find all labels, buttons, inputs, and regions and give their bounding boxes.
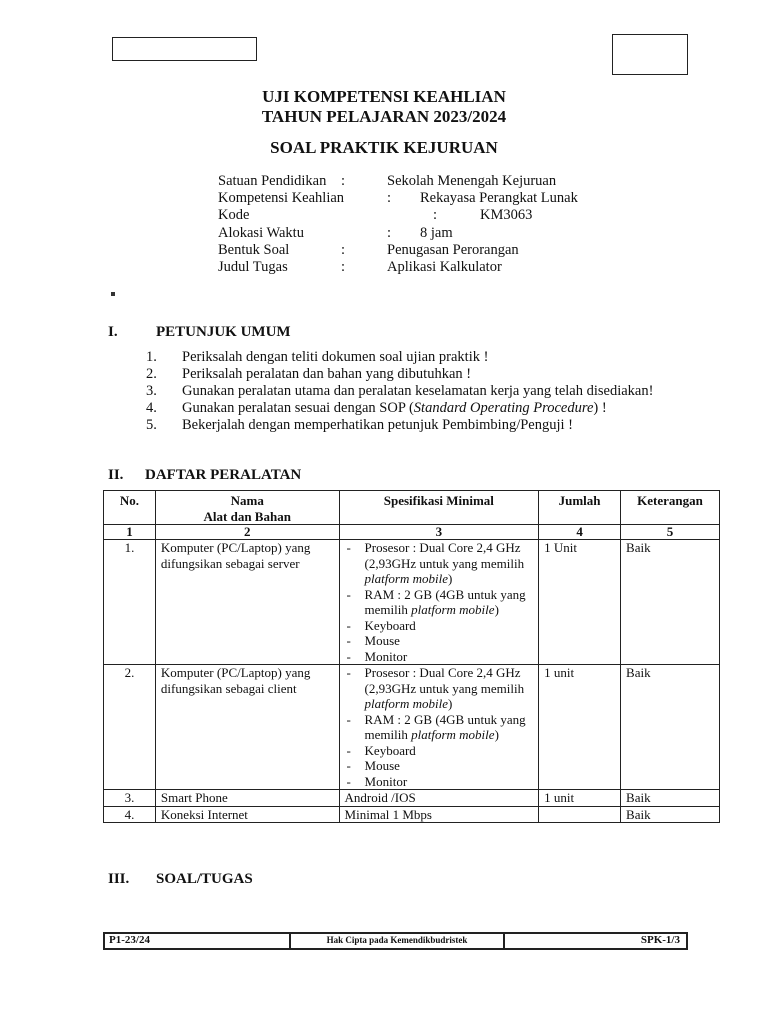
meta-value: 8 jam xyxy=(420,224,453,241)
cell-no: 4. xyxy=(104,806,156,823)
spec-item: - Mouse xyxy=(346,633,400,648)
list-item xyxy=(146,349,675,366)
list-number: 1. xyxy=(146,349,157,365)
meta-value: Rekayasa Perangkat Lunak xyxy=(420,190,578,207)
cell-no: 2. xyxy=(104,665,156,790)
header-blank-box-right xyxy=(612,34,688,75)
cell-spec xyxy=(339,665,539,790)
spec-item: - Prosesor : Dual Core 2,4 GHz (2,93GHz untuk yang memilih platform mobile) xyxy=(346,540,525,586)
page-footer xyxy=(103,932,688,950)
footer-doc-code: P1-23/24 xyxy=(109,934,150,946)
title-line-2: TAHUN PELAJARAN 2023/2024 xyxy=(261,107,507,126)
document-title xyxy=(0,87,768,127)
spec-item: - Monitor xyxy=(346,648,408,664)
meta-label: Kompetensi Keahlian xyxy=(218,190,345,207)
cell-spec xyxy=(339,540,539,665)
header-blank-box-left xyxy=(112,37,257,61)
index-cell: 1 xyxy=(104,525,156,540)
meta-colon: : xyxy=(341,173,346,189)
list-number: 3. xyxy=(146,383,157,399)
instruction-list xyxy=(146,349,675,434)
column-header-spec: Spesifikasi Minimal xyxy=(339,491,539,525)
section-title: SOAL/TUGAS xyxy=(156,871,253,887)
table-row xyxy=(104,790,720,807)
cell-name: Smart Phone xyxy=(155,790,339,807)
cell-spec: Minimal 1 Mbps xyxy=(339,806,539,823)
section-title: DAFTAR PERALATAN xyxy=(145,467,302,483)
spec-list xyxy=(345,665,534,789)
spec-item: - Prosesor : Dual Core 2,4 GHz (2,93GHz untuk yang memilih platform mobile) xyxy=(346,665,525,711)
meta-label: Alokasi Waktu xyxy=(218,224,304,241)
cell-notes: Baik xyxy=(621,665,720,790)
list-item xyxy=(146,383,675,400)
meta-colon: : xyxy=(341,241,346,258)
title-line-1: UJI KOMPETENSI KEAHLIAN xyxy=(262,87,506,106)
list-item xyxy=(146,417,675,434)
list-text: Bekerjalah dengan memperhatikan petunjuk Pembimbing/Penguji ! xyxy=(182,417,574,433)
meta-label: Bentuk Soal xyxy=(218,241,290,258)
meta-value: Aplikasi Kalkulator xyxy=(387,258,502,275)
document-subtitle: SOAL PRAKTIK KEJURUAN xyxy=(270,138,498,157)
list-text: Gunakan peralatan utama dan peralatan keselamatan kerja yang telah disediakan! xyxy=(182,383,654,399)
list-number: 5. xyxy=(146,417,157,433)
footer-page-number: SPK-1/3 xyxy=(640,934,680,946)
header-name-line-1: Nama xyxy=(230,493,264,508)
cell-notes: Baik xyxy=(621,790,720,807)
spec-item: - Keyboard xyxy=(346,742,416,758)
index-cell: 4 xyxy=(539,525,621,540)
list-text: Periksalah dengan teliti dokumen soal ujian praktik ! xyxy=(182,349,489,365)
list-text: ) ! xyxy=(593,400,607,416)
cell-no: 1. xyxy=(104,540,156,665)
section-number: III. xyxy=(108,871,130,887)
column-header-no: No. xyxy=(104,491,156,525)
cell-notes: Baik xyxy=(621,540,720,665)
spec-item: - Keyboard xyxy=(346,617,416,633)
section-number: I. xyxy=(108,324,118,340)
meta-label: Kode xyxy=(218,207,250,224)
meta-colon: : xyxy=(341,258,346,275)
index-cell: 3 xyxy=(339,525,539,540)
meta-value: Penugasan Perorangan xyxy=(387,241,519,258)
column-header-quantity: Jumlah xyxy=(539,491,621,525)
column-header-notes: Keterangan xyxy=(621,491,720,525)
cell-quantity xyxy=(539,806,621,823)
spec-item: - RAM : 2 GB (4GB untuk yang memilih platform mobile) xyxy=(346,586,526,617)
list-number: 2. xyxy=(146,366,157,382)
spec-item: - Monitor xyxy=(346,773,408,789)
cell-notes: Baik xyxy=(621,806,720,823)
cell-no: 3. xyxy=(104,790,156,807)
list-item xyxy=(146,400,675,417)
section-number: II. xyxy=(108,467,124,483)
index-cell: 2 xyxy=(155,525,339,540)
cell-quantity: 1 unit xyxy=(539,790,621,807)
meta-colon: : xyxy=(387,190,392,207)
meta-colon: : xyxy=(433,207,438,224)
spec-list xyxy=(345,540,534,664)
cell-name: Koneksi Internet xyxy=(155,806,339,823)
spec-item: - Mouse xyxy=(346,758,400,773)
list-text-italic: Standard Operating Procedure xyxy=(413,400,594,416)
table-header-row xyxy=(104,491,720,525)
list-item xyxy=(146,366,675,383)
spec-item: - RAM : 2 GB (4GB untuk yang memilih platform mobile) xyxy=(346,711,526,742)
cell-quantity: 1 Unit xyxy=(539,540,621,665)
bullet-dot-icon xyxy=(111,292,115,296)
column-header-name xyxy=(155,491,339,525)
meta-label: Satuan Pendidikan xyxy=(218,173,327,189)
footer-copyright: Hak Cipta pada Kemendikbudristek xyxy=(289,934,505,948)
list-number: 4. xyxy=(146,400,157,416)
meta-value: Sekolah Menengah Kejuruan xyxy=(387,173,557,189)
cell-name: Komputer (PC/Laptop) yang difungsikan sebagai client xyxy=(155,665,339,790)
table-row xyxy=(104,665,720,790)
cell-name: Komputer (PC/Laptop) yang difungsikan sebagai server xyxy=(155,540,339,665)
table-row xyxy=(104,806,720,823)
list-text: Gunakan peralatan sesuai dengan SOP ( xyxy=(182,400,414,416)
header-name-line-2: Alat dan Bahan xyxy=(203,508,291,524)
list-text: Periksalah peralatan dan bahan yang dibutuhkan ! xyxy=(182,366,472,382)
meta-label: Judul Tugas xyxy=(218,258,288,275)
index-cell: 5 xyxy=(621,525,720,540)
meta-value: KM3063 xyxy=(480,207,533,224)
table-index-row xyxy=(104,525,720,540)
cell-quantity: 1 unit xyxy=(539,665,621,790)
section-title: PETUNJUK UMUM xyxy=(156,324,291,340)
table-row xyxy=(104,540,720,665)
meta-colon: : xyxy=(387,224,392,241)
equipment-table xyxy=(103,490,720,823)
cell-spec: Android /IOS xyxy=(339,790,539,807)
